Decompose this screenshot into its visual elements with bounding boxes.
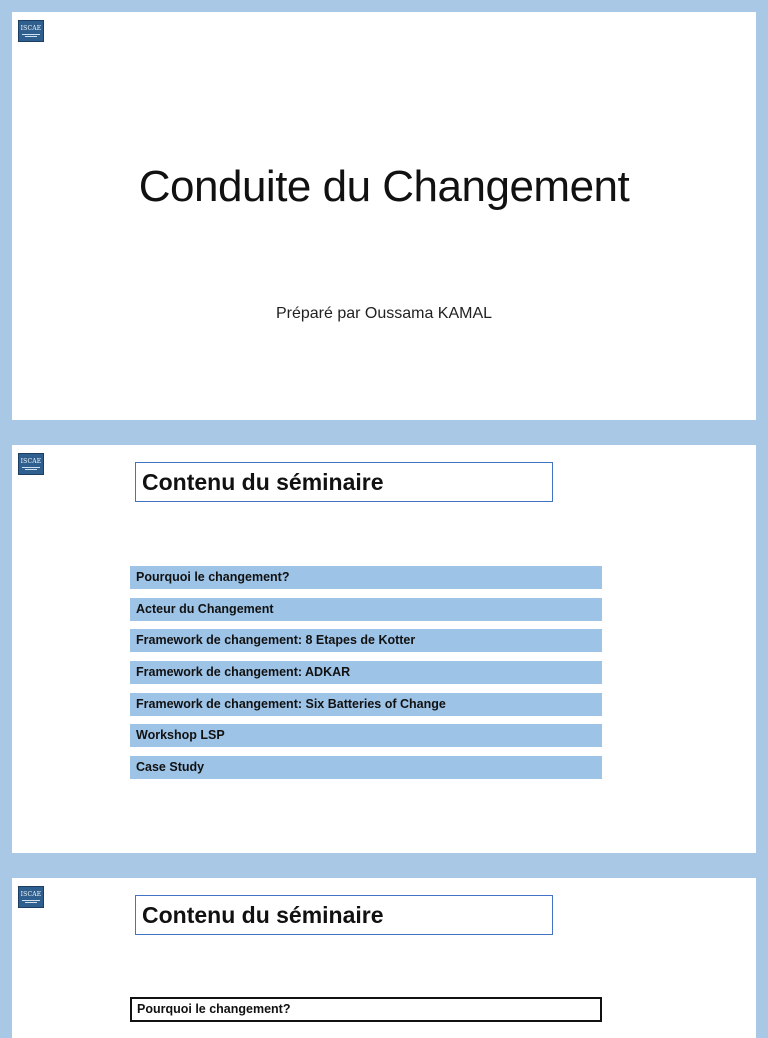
highlighted-agenda-item: Pourquoi le changement?	[130, 997, 602, 1022]
iscae-logo	[18, 453, 44, 475]
presentation-title: Conduite du Changement	[138, 162, 630, 211]
presentation-subtitle: Préparé par Oussama KAMAL	[275, 305, 493, 322]
agenda-item: Case Study	[130, 756, 602, 779]
agenda-item: Pourquoi le changement?	[130, 566, 602, 589]
slide-agenda-highlight	[12, 878, 756, 1038]
agenda-item: Acteur du Changement	[130, 598, 602, 621]
iscae-logo	[18, 886, 44, 908]
agenda-list	[130, 566, 602, 788]
agenda-title: Contenu du séminaire	[135, 462, 553, 502]
agenda-item: Workshop LSP	[130, 724, 602, 747]
agenda-title: Contenu du séminaire	[135, 895, 553, 935]
iscae-logo	[18, 20, 44, 42]
logo-text: ISCAE	[20, 890, 42, 898]
slide-agenda	[12, 445, 756, 853]
agenda-item: Framework de changement: ADKAR	[130, 661, 602, 684]
logo-text: ISCAE	[20, 24, 42, 32]
agenda-item: Framework de changement: Six Batteries of Change	[130, 693, 602, 716]
agenda-item: Framework de changement: 8 Etapes de Kotter	[130, 629, 602, 652]
slide-title	[12, 12, 756, 420]
logo-text: ISCAE	[20, 457, 42, 465]
